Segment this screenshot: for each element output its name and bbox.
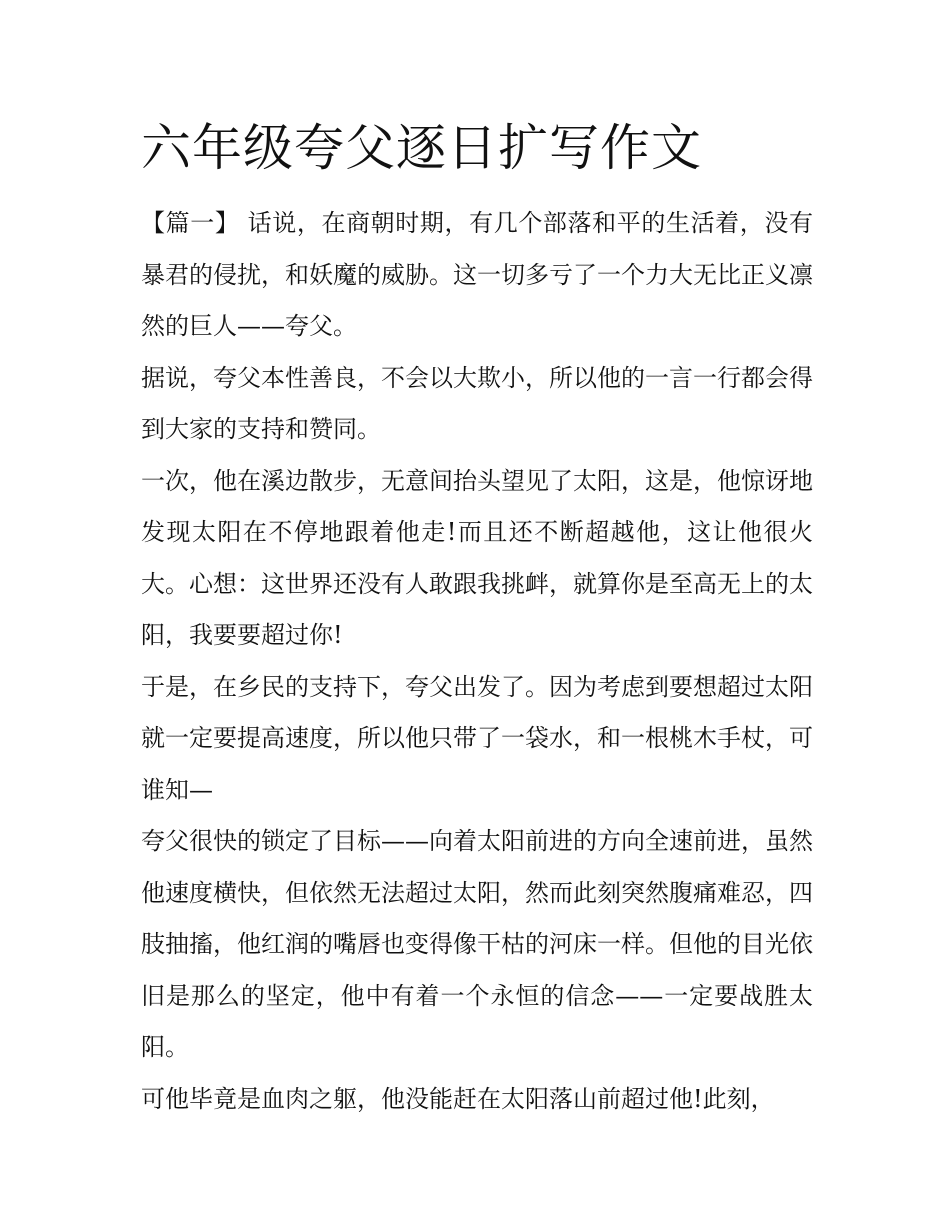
paragraph-5: 夸父很快的锁定了目标——向着太阳前进的方向全速前进，虽然他速度横快，但依然无法超过太阳，然而此刻突然腹痛难忍，四肢抽搐，他红润的嘴唇也变得像干枯的河床一样。但他的目光依旧是那么的坚定，他中有着一个永恒的信念——一定要战胜太阳。 (141, 827, 813, 1061)
paragraph-1: 【篇一】 话说，在商朝时期，有几个部落和平的生活着，没有暴君的侵扰，和妖魔的威胁。这一切多亏了一个力大无比正义凛然的巨人——夸父。 (141, 209, 813, 340)
document-body (141, 112, 813, 1125)
paragraph-6: 可他毕竟是血肉之躯，他没能赶在太阳落山前超过他!此刻， (141, 1084, 775, 1113)
paragraph-2: 据说，夸父本性善良，不会以大欺小，所以他的一言一行都会得到大家的支持和赞同。 (141, 363, 813, 443)
paragraph-3: 一次，他在溪边散步，无意间抬头望见了太阳，这是，他惊讶地发现太阳在不停地跟着他走!而且还不断超越他，这让他很火大。心想：这世界还没有人敢跟我挑衅，就算你是至高无上的太阳，我要要超过你! (141, 466, 813, 649)
document-title: 六年级夸父逐日扩写作文 (141, 119, 702, 177)
paragraph-4: 于是，在乡民的支持下，夸父出发了。因为考虑到要想超过太阳就一定要提高速度，所以他只带了一袋水，和一根桃木手杖，可谁知— (141, 672, 813, 804)
